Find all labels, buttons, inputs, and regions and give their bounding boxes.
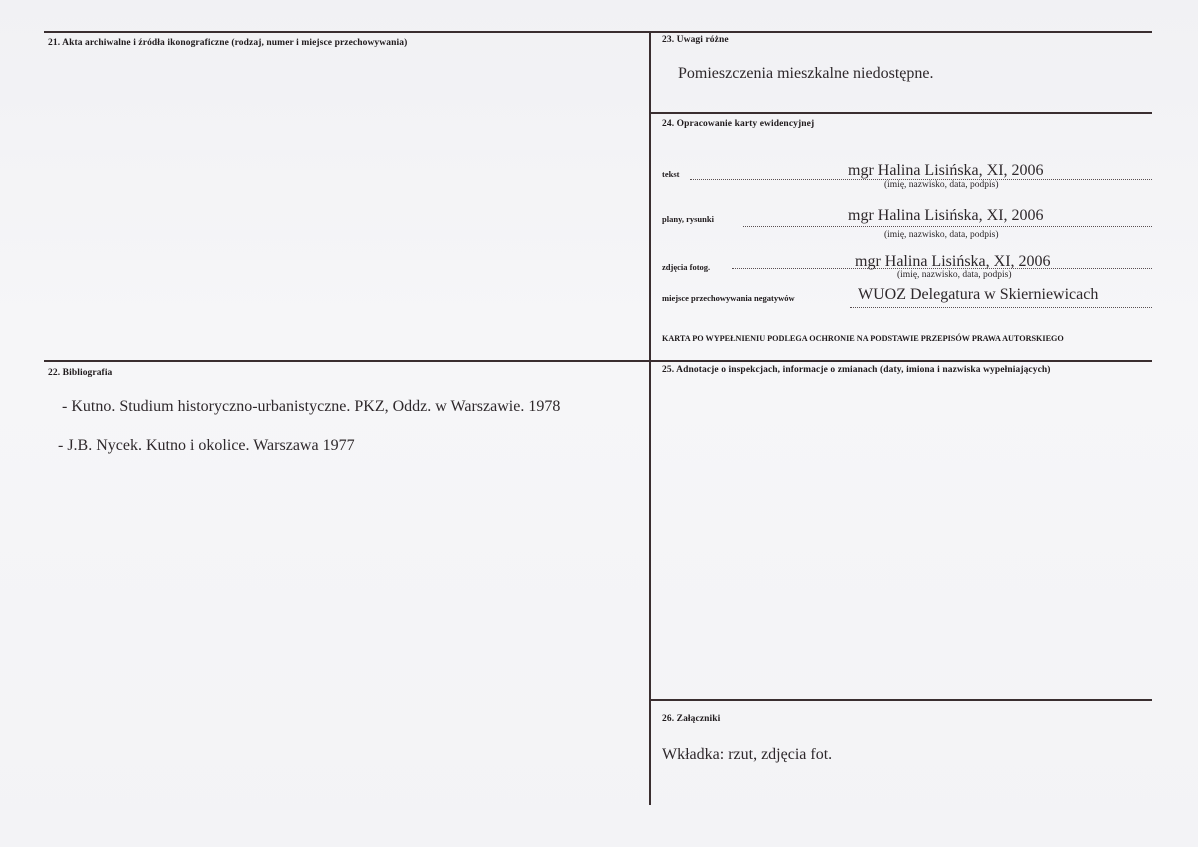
section21-label: 21. Akta archiwalne i źródła ikonograficzne (rodzaj, numer i miejsce przechowywania) [48, 38, 408, 48]
section23-label: 23. Uwagi różne [662, 35, 729, 45]
copyright-notice: KARTA PO WYPEŁNIENIU PODLEGA OCHRONIE NA PODSTAWIE PRZEPISÓW PRAWA AUTORSKIEGO [662, 334, 1064, 343]
section26-label: 26. Załączniki [662, 714, 721, 724]
row-negatives-value: WUOZ Delegatura w Skierniewicach [858, 286, 1099, 303]
section25-label: 25. Adnotacje o inspekcjach, informacje o zmianach (daty, imiona i nazwiska wypełniających) [662, 365, 1051, 375]
center-divider [649, 31, 651, 805]
row-photos-value: mgr Halina Lisińska, XI, 2006 [855, 253, 1051, 270]
section24-label: 24. Opracowanie karty ewidencyjnej [662, 119, 815, 129]
middle-rule [44, 360, 1152, 362]
row-negatives-label: miejsce przechowywania negatywów [662, 293, 795, 303]
attachments-text: Wkładka: rzut, zdjęcia fot. [662, 746, 833, 763]
row-text-label: tekst [662, 169, 680, 179]
bibliography-item-2: - J.B. Nycek. Kutno i okolice. Warszawa 1977 [58, 437, 355, 454]
bibliography-item-1: - Kutno. Studium historyczno-urbanistyczne. PKZ, Oddz. w Warszawie. 1978 [62, 398, 561, 415]
rule-above-26 [650, 699, 1152, 701]
row-negatives-line [850, 307, 1152, 308]
rule-under-23 [650, 112, 1152, 114]
top-rule [44, 31, 1152, 33]
row-plans-value: mgr Halina Lisińska, XI, 2006 [848, 207, 1044, 224]
row-text-value: mgr Halina Lisińska, XI, 2006 [848, 162, 1044, 179]
row-photos-label: zdjęcia fotog. [662, 262, 711, 272]
row-photos-note: (imię, nazwisko, data, podpis) [897, 270, 1012, 280]
remarks-text: Pomieszczenia mieszkalne niedostępne. [678, 65, 934, 82]
row-plans-label: plany, rysunki [662, 214, 714, 224]
row-text-note: (imię, nazwisko, data, podpis) [884, 180, 999, 190]
row-plans-note: (imię, nazwisko, data, podpis) [884, 230, 999, 240]
section22-label: 22. Bibliografia [48, 368, 113, 378]
row-plans-line [743, 226, 1152, 227]
